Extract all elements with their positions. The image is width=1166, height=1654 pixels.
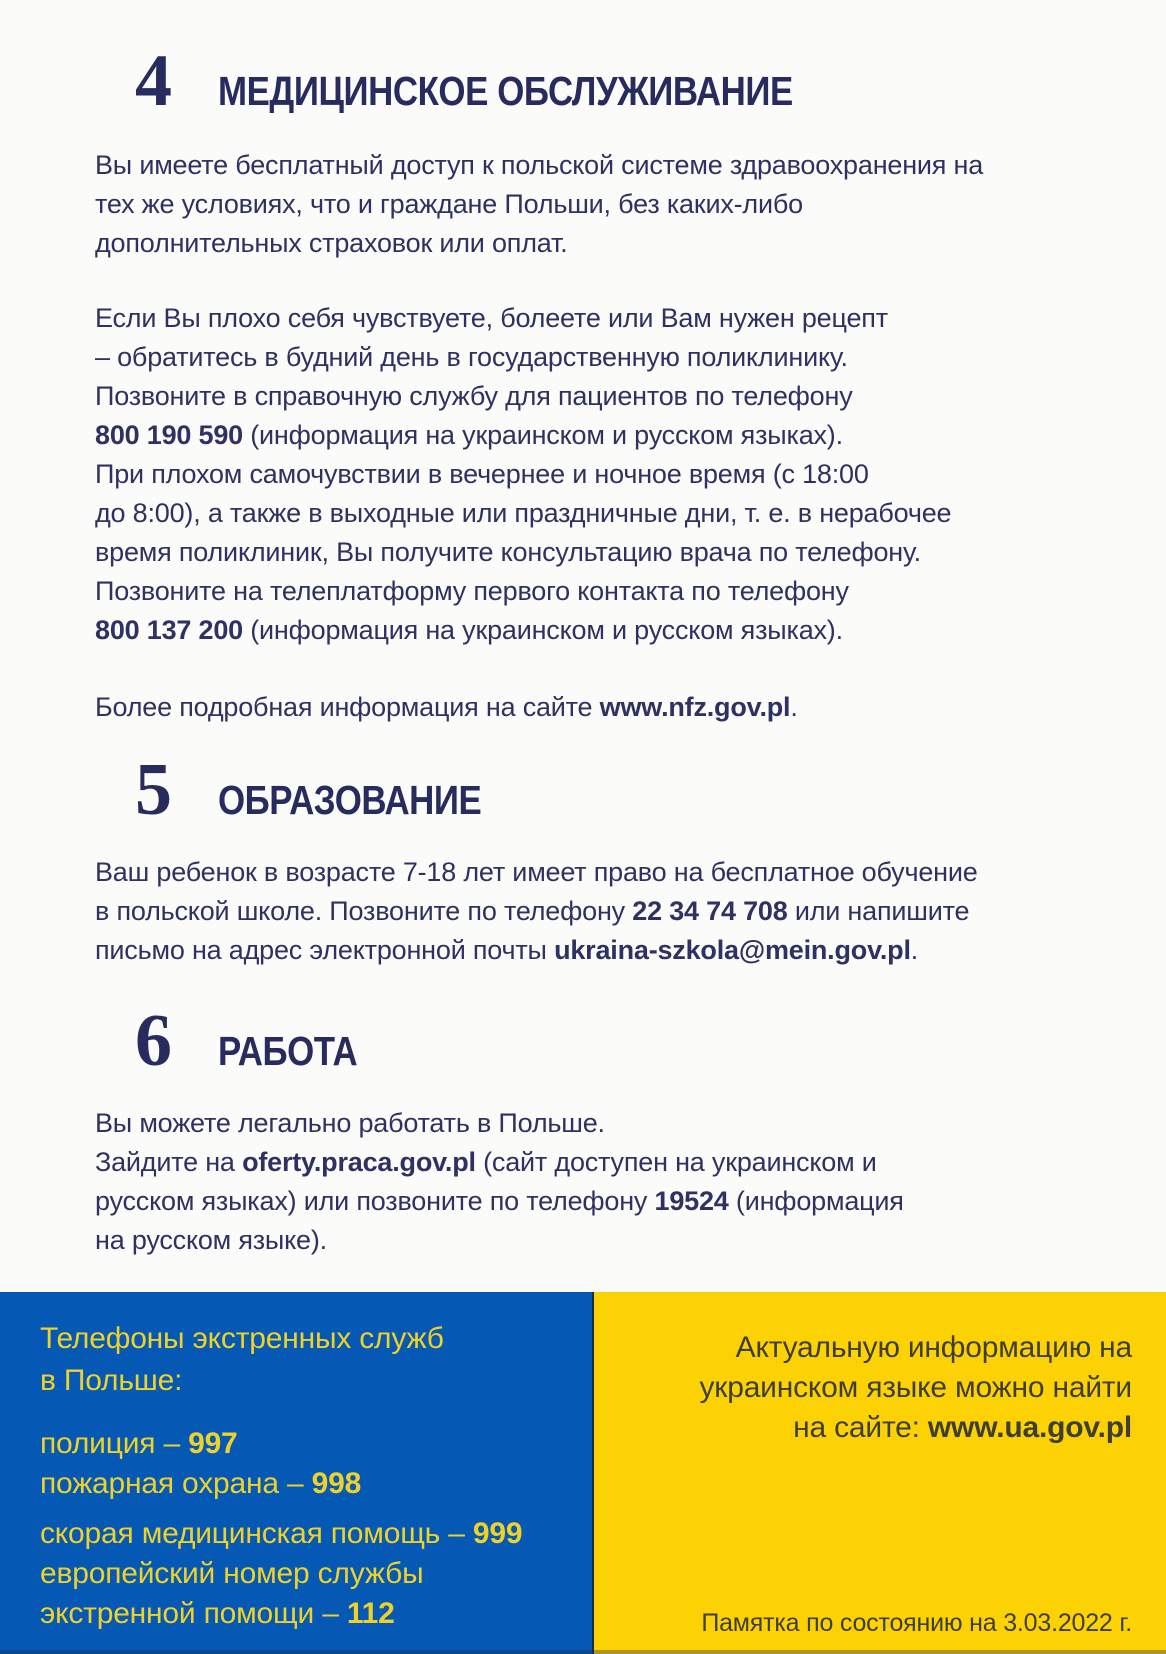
text-run: – обратитесь в будний день в государственную поликлинику.	[95, 342, 848, 372]
text-run: .	[910, 935, 919, 965]
emergency-item-police	[40, 1424, 592, 1464]
text-run: Телефоны экстренных служб	[40, 1322, 444, 1355]
text-line	[95, 1182, 1108, 1221]
praca-website: oferty.praca.gov.pl	[242, 1147, 476, 1177]
emergency-number: 999	[472, 1517, 523, 1550]
section-5-header	[135, 749, 1108, 831]
text-line	[95, 1104, 1108, 1143]
text-run: .	[790, 692, 798, 722]
phone-number-patients: 800 190 590	[95, 420, 243, 450]
section-6-header	[135, 1000, 1108, 1082]
phone-number-work: 19524	[654, 1186, 729, 1216]
text-run: (сайт доступен на украинском и	[475, 1147, 877, 1177]
section-4-paragraph-2	[95, 299, 1108, 650]
emergency-panel	[0, 1292, 592, 1654]
text-run: на русском языке).	[95, 1225, 327, 1255]
text-run: в Польше:	[40, 1364, 183, 1397]
emergency-item-ambulance	[40, 1514, 592, 1554]
emergency-number: 998	[311, 1467, 362, 1500]
text-line	[95, 494, 1108, 533]
school-email: ukraina-szkola@mein.gov.pl	[554, 935, 911, 965]
text-run: Позвоните на телеплатформу первого контакта по телефону	[95, 576, 849, 606]
text-run: на сайте:	[793, 1411, 928, 1444]
footer-band	[0, 1292, 1166, 1654]
text-run: (информация	[728, 1186, 904, 1216]
text-run: Ваш ребенок в возрасте 7-18 лет имеет право на бесплатное обучение	[95, 857, 978, 887]
text-run: украинском языке можно найти	[699, 1371, 1132, 1404]
section-4-number: 4	[135, 40, 172, 122]
text-line	[40, 1318, 592, 1360]
emergency-heading	[40, 1318, 592, 1402]
text-line	[634, 1368, 1132, 1408]
text-run: Актуальную информацию на	[735, 1331, 1132, 1364]
section-4-paragraph-1	[95, 146, 1108, 263]
text-run: в польской школе. Позвоните по телефону	[95, 896, 633, 926]
text-run: Позвоните в справочную службу для пациентов по телефону	[95, 381, 853, 411]
section-4-paragraph-3	[95, 688, 1108, 727]
text-line	[95, 377, 1108, 416]
text-run: дополнительных страховок или оплат.	[95, 228, 568, 258]
text-line	[95, 853, 1108, 892]
section-6-title: РАБОТА	[218, 1028, 358, 1074]
text-line	[95, 931, 1108, 970]
text-run: письмо на адрес электронной почты	[95, 935, 555, 965]
text-run: до 8:00), а также в выходные или праздничные дни, т. е. в нерабочее	[95, 498, 952, 528]
section-6-paragraph-1	[95, 1104, 1108, 1260]
text-run: время поликлиник, Вы получите консультацию врача по телефону.	[95, 537, 921, 567]
emergency-number: 112	[346, 1597, 395, 1630]
text-line	[40, 1360, 592, 1402]
text-run: русском языках) или позвоните по телефону	[95, 1186, 655, 1216]
text-line	[95, 146, 1108, 185]
text-line	[95, 416, 1108, 455]
section-6-number: 6	[135, 1000, 172, 1082]
text-run: Вы имеете бесплатный доступ к польской системе здравоохранения на	[95, 150, 984, 180]
ua-gov-website: www.ua.gov.pl	[927, 1411, 1132, 1444]
emergency-label: пожарная охрана –	[40, 1467, 312, 1500]
text-run: Если Вы плохо себя чувствуете, болеете или Вам нужен рецепт	[95, 303, 888, 333]
text-line	[95, 338, 1108, 377]
text-run: тех же условиях, что и граждане Польши, без каких-либо	[95, 189, 803, 219]
emergency-number: 997	[188, 1427, 238, 1460]
text-run: Вы можете легально работать в Польше.	[95, 1108, 605, 1138]
text-line	[95, 611, 1108, 650]
text-run: Более подробная информация на сайте	[95, 692, 600, 722]
text-line	[95, 1143, 1108, 1182]
text-line	[95, 224, 1108, 263]
text-line	[95, 572, 1108, 611]
section-5-title: ОБРАЗОВАНИЕ	[218, 777, 482, 823]
text-run: (информация на украинском и русском языках).	[242, 615, 843, 645]
section-5-paragraph-1	[95, 853, 1108, 970]
info-panel	[594, 1292, 1166, 1654]
emergency-item-fire	[40, 1464, 592, 1504]
text-line	[634, 1408, 1132, 1448]
text-run: Зайдите на	[95, 1147, 243, 1177]
text-run: (информация на украинском и русском языках).	[242, 420, 843, 450]
nfz-website: www.nfz.gov.pl	[599, 692, 791, 722]
section-5-number: 5	[135, 749, 172, 831]
text-line	[634, 1328, 1132, 1368]
text-line	[95, 1221, 1108, 1260]
section-4-title: МЕДИЦИНСКОЕ ОБСЛУЖИВАНИЕ	[218, 68, 793, 114]
text-line	[95, 892, 1108, 931]
emergency-item-european-line2	[40, 1594, 592, 1634]
leaflet-date-note: Памятка по состоянию на 3.03.2022 г.	[701, 1609, 1132, 1637]
bottom-edge-strip	[0, 1650, 1166, 1654]
text-line	[95, 688, 1108, 727]
emergency-label: европейский номер службы	[40, 1557, 424, 1590]
text-line	[95, 455, 1108, 494]
phone-number-teleplatform: 800 137 200	[95, 615, 243, 645]
text-line	[95, 185, 1108, 224]
text-line	[95, 299, 1108, 338]
emergency-label: полиция –	[40, 1427, 189, 1460]
emergency-item-european-line1	[40, 1554, 592, 1594]
text-run: При плохом самочувствии в вечернее и ночное время (с 18:00	[95, 459, 869, 489]
phone-number-school: 22 34 74 708	[632, 896, 788, 926]
text-line	[95, 533, 1108, 572]
emergency-items	[40, 1424, 592, 1634]
text-run: или напишите	[787, 896, 970, 926]
section-4-header	[135, 40, 1108, 122]
emergency-label: экстренной помощи –	[40, 1597, 347, 1630]
emergency-label: скорая медицинская помощь –	[40, 1517, 473, 1550]
